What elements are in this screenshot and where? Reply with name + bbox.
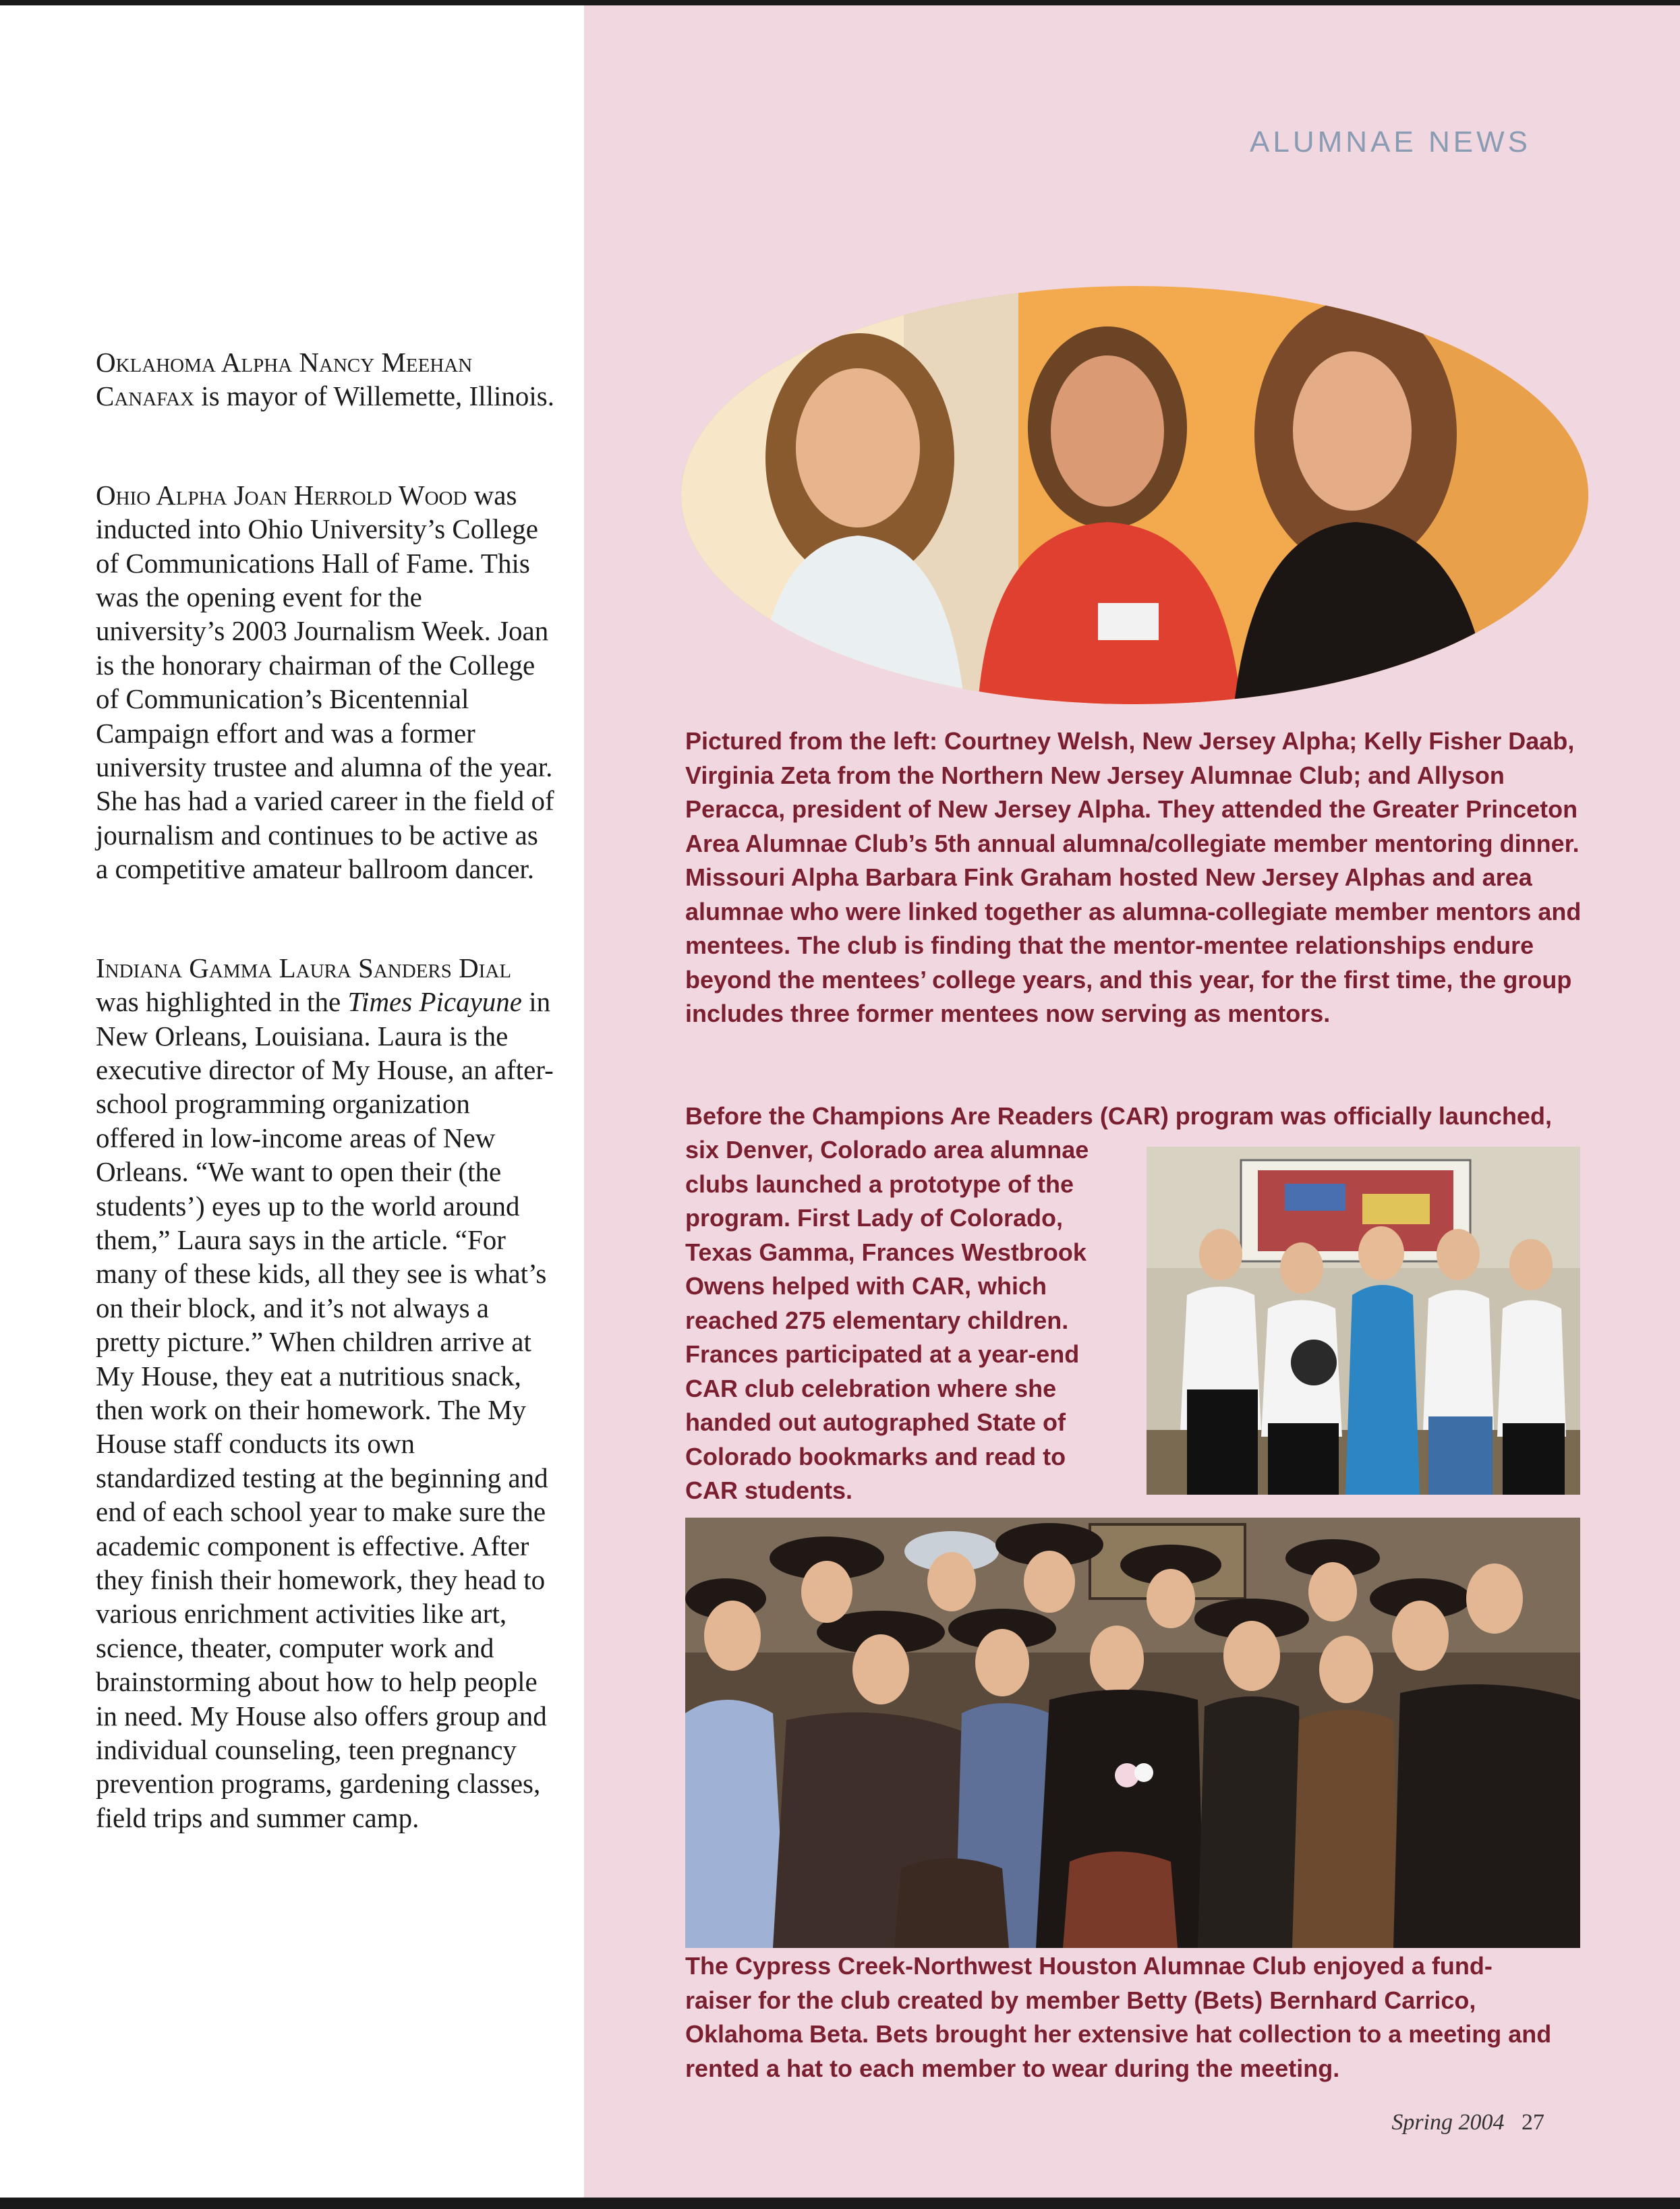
page-footer [1342,2110,1544,2135]
issue-season: Spring 2004 [1391,2110,1505,2135]
alumnae-news-text [96,345,554,1899]
member-name: Indiana Gamma Laura Sanders Dial [96,952,512,983]
top-rule [0,0,1680,5]
hat-party-photo [685,1518,1580,1948]
page-number: 27 [1522,2110,1544,2135]
car-photo [1147,1147,1580,1495]
publication-title: Times Picayune [347,986,522,1018]
news-body: was highlighted in the [96,986,348,1018]
section-header: ALUMNAE NEWS [1250,125,1531,159]
news-item-canafax [96,345,554,413]
news-body: was inducted into Ohio University’s College of Communications Hall of Fame. This was the opening event for the university’s 2003 Journalism Week. Joan is the honorary chairman of the College of Communication’s Bicentennial Campaign effort and was a former university trustee and alumna of the year. She has had a varied career in the field of journalism and continues to be active as a competitive amateur ballroom dancer. [96,479,554,885]
car-caption: six Denver, Colorado area alumnae clubs launched a prototype of the program. First Lady of Colorado, Texas Gamma, Frances Westbrook Owens helped with CAR, which reached 275 elementary children. Frances participated at a year-end CAR club celebration where she handed out autographed State of Colorado bookmarks and read to CAR students. [685,1136,1089,1504]
mentoring-caption: Pictured from the left: Courtney Welsh, New Jersey Alpha; Kelly Fisher Daab, Virginia Zeta from the Northern New Jersey Alumnae Club; and Allyson Peracca, president of New Jersey Alpha. They attended the Greater Princeton Area Alumnae Club’s 5th annual alumna/collegiate member mentoring dinner. Missouri Alpha Barbara Fink Graham hosted New Jersey Alphas and area alumnae who were linked together as alumna-collegiate member mentors and mentees. The club is finding that the mentor-mentee relationships endure beyond the mentees’ college years, and this year, for the first time, the group includes three former mentees now serving as mentors. [685,727,1582,1027]
news-body: is mayor of Willemette, Illinois. [194,380,554,412]
news-item-wood [96,478,554,886]
car-caption-first-line: Before the Champions Are Readers (CAR) program was officially launched, [685,1102,1552,1130]
mentoring-photo [681,286,1588,704]
member-name: Ohio Alpha Joan Herrold Wood [96,479,467,511]
member-name: Oklahoma Alpha Nancy Meehan Canafax [96,347,473,412]
hat-party-caption: The Cypress Creek-Northwest Houston Alumnae Club enjoyed a fund-raiser for the club created by member Betty (Bets) Bernhard Carrico, Oklahoma Beta. Bets brought her extensive hat collection to a meeting and rented a hat to each member to wear during the meeting. [685,1952,1552,2082]
news-body-continued: in New Orleans, Louisiana. Laura is the executive director of My House, an after-school programming organization offered in low-income areas of New Orleans. “We want to open their (the students’) eyes up to the world around them,” Laura says in the article. “For many of these kids, all they see is what’s on their block, and it’s not always a pretty picture.” When children arrive at My House, they eat a nutritious snack, then work on their homework. The My House staff conducts its own standardized testing at the beginning and end of each school year to make sure the academic component is effective. After they finish their homework, they head to various enrichment activities like art, science, theater, computer work and brainstorming about how to help people in need. My House also offers group and individual counseling, teen pregnancy prevention programs, gardening classes, field trips and summer camp. [96,986,554,1833]
bottom-rule [0,2198,1680,2209]
news-item-dial [96,951,554,1835]
